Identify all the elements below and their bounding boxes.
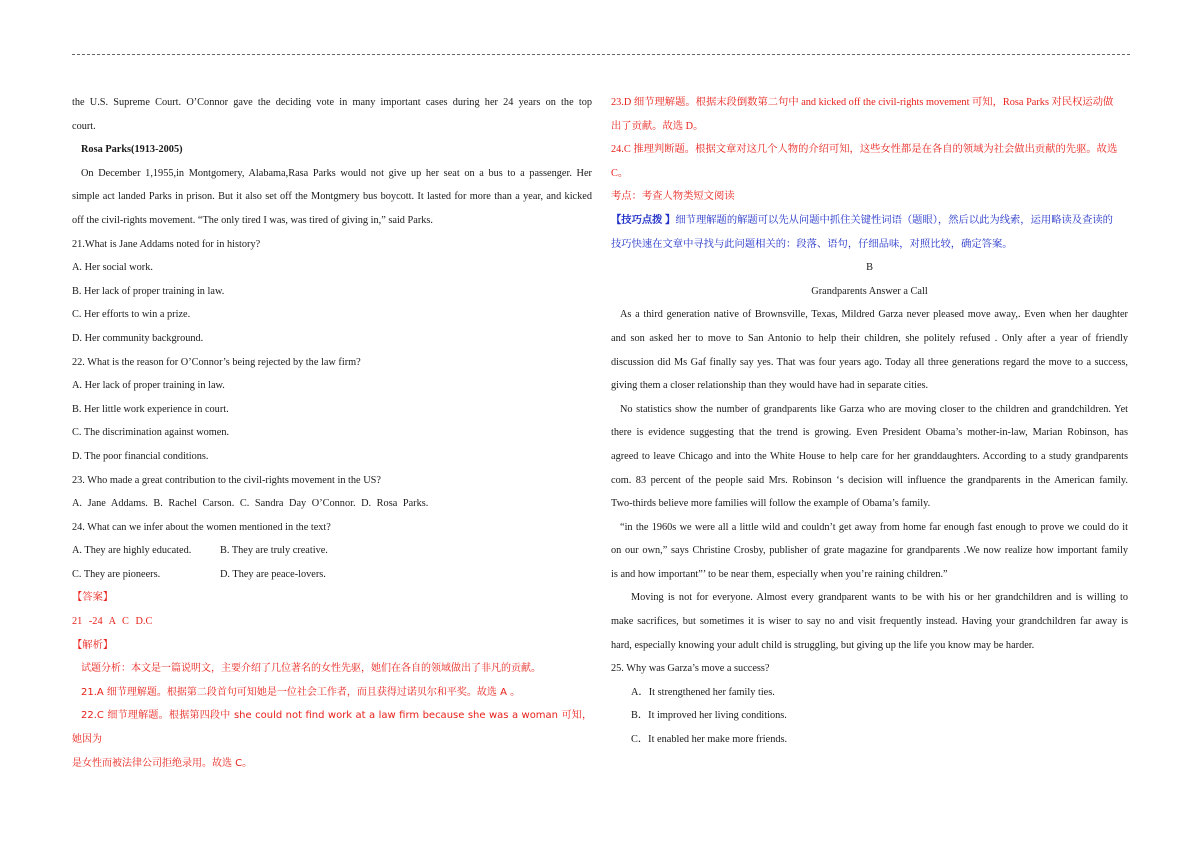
- analysis-text: 21.A 细节理解题。根据第二段首句可知她是一位社会工作者，而且获得过诺贝尔和平奖。故选 A 。: [81, 686, 521, 698]
- text-line: simple act landed Parks in prison. But it also set off the Montgmery bus boycott. It lasted for more than a year, and kicked: [72, 191, 592, 203]
- analysis-text: 试题分析：本文是一篇说明文，主要介绍了几位著名的女性先驱，她们在各自的领域做出了非凡的贡献。: [81, 663, 541, 675]
- question-21: 21.What is Jane Addams noted for in history?: [72, 238, 261, 250]
- option-text: B．It improved her living conditions.: [631, 710, 787, 722]
- option-text: C. Her efforts to win a prize.: [72, 309, 191, 321]
- right-column: [611, 91, 1128, 752]
- text-line: make sacrifices, but sometimes it is wiser to say no and visit frequently instead. Having your grandchildren far away is: [611, 616, 1128, 628]
- analysis-text: 出了贡献。故选 D。: [611, 120, 704, 132]
- text-line: As a third generation native of Brownsville, Texas, Mildred Garza never pleased move away,. Even when her daughter: [620, 309, 1128, 321]
- kaodian-text: 考点：考查人物类短文阅读: [611, 191, 735, 203]
- answer-label: 【答案】: [72, 592, 114, 604]
- option-text: D. The poor financial conditions.: [72, 450, 209, 462]
- text-line: the U.S. Supreme Court. O’Connor gave the deciding vote in many important cases during her 24 years on the top: [72, 97, 592, 108]
- option-text: C．It enabled her make more friends.: [631, 734, 788, 746]
- options-line: A. Jane Addams. B. Rachel Carson. C. Sandra Day O’Connor. D. Rosa Parks.: [72, 498, 429, 510]
- text-line: No statistics show the number of grandparents like Garza who are moving closer to the children and grandchildren. Yet: [620, 403, 1128, 415]
- text-line: there is evidence suggesting that the trend is growing. Even President Obama’s mother-in-law, Marian Robinson, has: [611, 427, 1128, 439]
- tip-text: [611, 209, 1128, 233]
- text-line: agreed to leave Chicago and into the White House to help care for her granddaughters. According to a study grandparents: [611, 450, 1128, 462]
- answer-text: 21 -24 A C D.C: [72, 616, 153, 628]
- question-25: 25. Why was Garza’s move a success?: [611, 663, 770, 675]
- analysis-text: 是女性而被法律公司拒绝录用。故选 C。: [72, 757, 253, 769]
- text-line: court.: [72, 120, 96, 132]
- option-text: B. Her little work experience in court.: [72, 403, 229, 415]
- section-heading-rosa-parks: Rosa Parks(1913-2005): [81, 144, 183, 156]
- header-dashed-rule: [72, 54, 1130, 55]
- option-text: A. They are highly educated.: [72, 545, 192, 557]
- text-line: off the civil-rights movement. “The only tired I was, was tired of giving in,” said Parks.: [72, 214, 433, 226]
- text-line: hard, especially knowing your adult child is struggling, but giving up the life you know may be harder.: [611, 639, 1035, 651]
- question-24: 24. What can we infer about the women mentioned in the text?: [72, 521, 331, 533]
- text-line: On December 1,1955,in Montgomery, Alabama,Rasa Parks would not give up her seat on a bus to a passenger. Her: [81, 167, 592, 179]
- option-text: D. Her community background.: [72, 332, 204, 344]
- option-text: A. Her social work.: [72, 262, 153, 274]
- tip-line: 细节理解题的解题可以先从问题中抓住关键性词语（题眼），然后以此为线索，运用略读及查读的: [675, 214, 1113, 226]
- option-text: C. They are pioneers.: [72, 568, 161, 580]
- text-line: com. 83 percent of the people said Mrs. Robinson ‘s decision will influence the grandparents in the American family.: [611, 474, 1128, 486]
- analysis-text: C。: [611, 167, 629, 179]
- option-text: C. The discrimination against women.: [72, 427, 230, 439]
- option-text: B. Her lack of proper training in law.: [72, 285, 225, 297]
- text-line: Moving is not for everyone. Almost every grandparent wants to be with his or her grandchildren and is willing to: [631, 592, 1128, 604]
- option-text: D. They are peace-lovers.: [220, 568, 326, 580]
- options-row: [72, 539, 592, 563]
- analysis-text: 24.C 推理判断题。根据文章对这几个人物的介绍可知，这些女性都是在各自的领域为社会做出贡献的先驱。故选: [611, 144, 1118, 156]
- option-text: B. They are truly creative.: [220, 545, 328, 557]
- option-text: A. Her lack of proper training in law.: [72, 380, 225, 392]
- analysis-text: 23.D 细节理解题。根据末段倒数第二句中 and kicked off the civil-rights movement 可知，Rosa Parks 对民权运动做: [611, 97, 1114, 108]
- tip-label: 【技巧点拨 】: [611, 214, 676, 226]
- section-letter: B: [866, 262, 873, 274]
- text-line: is and how important”’ to be near them, especially when you’re raining children.”: [611, 568, 948, 580]
- options-row: [72, 563, 592, 587]
- passage-title: Grandparents Answer a Call: [811, 285, 928, 297]
- option-text: A．It strengthened her family ties.: [631, 686, 775, 698]
- text-line: and son asked her to move to San Antonio to help their children, she politely refused . Only after a year of friendly: [611, 332, 1128, 344]
- analysis-text: 22.C 细节理解题。根据第四段中 she could not find work at a law firm because she was a woman 可知，她因为: [72, 710, 592, 746]
- tip-line: 技巧快速在文章中寻找与此问题相关的：段落、语句，仔细品味，对照比较，确定答案。: [611, 238, 1013, 250]
- analysis-label: 【解析】: [72, 639, 114, 651]
- question-22: 22. What is the reason for O’Connor’s being rejected by the law firm?: [72, 356, 361, 368]
- text-line: Two-thirds believe more families will follow the example of Obama’s family.: [611, 498, 931, 510]
- question-23: 23. Who made a great contribution to the civil-rights movement in the US?: [72, 474, 381, 486]
- text-line: discussion did Ms Gaf finally say yes. That was four years ago. Today all three generations regard the move to a success,: [611, 356, 1128, 368]
- text-line: on our own,” says Christine Crosby, publisher of grate magazine for grandparents .We now realize how important family: [611, 545, 1128, 557]
- text-line: giving them a closer relationship than they would have had in separate cities.: [611, 380, 929, 392]
- left-column: [72, 91, 592, 775]
- text-line: “in the 1960s we were all a little wild and couldn’t get away from home far enough fast enough to prove we could do it: [620, 521, 1128, 533]
